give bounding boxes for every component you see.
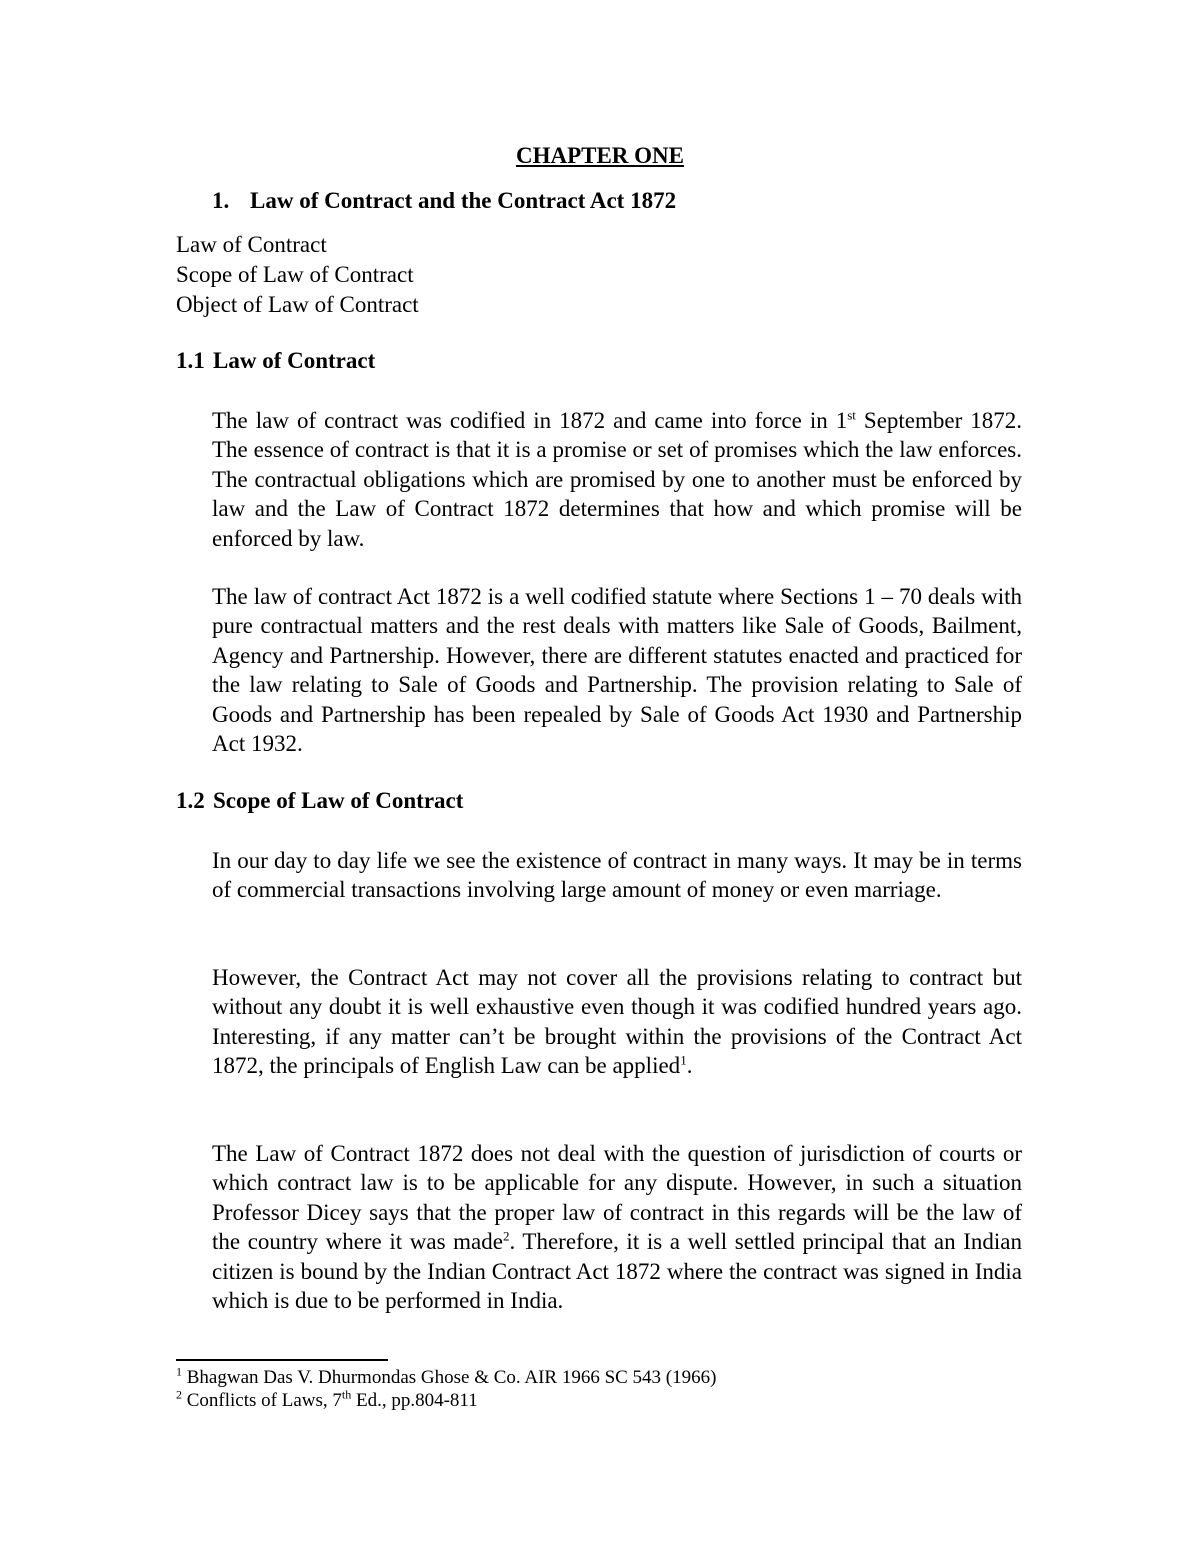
paragraph-text: However, the Contract Act may not cover all the provisions relating to contract but without any doubt it is well exhaustive even though it was codified hundred years ago. Interesting, if any matter can’t be brought within the provisions of the Contract Act 1872, the principals of English Law can be applied [212, 965, 1022, 1079]
footnote [176, 1387, 478, 1412]
section-heading-1 [212, 188, 676, 214]
section-title: Law of Contract and the Contract Act 1872 [250, 188, 677, 213]
footnote-marker: 2 [176, 1387, 182, 1402]
footnote-marker: 1 [176, 1364, 182, 1379]
paragraph-text: The Law of Contract 1872 does not deal with the question of jurisdiction of courts or which contract law is to be applicable for any dispute. However, in such a situation Professor Dicey says that the proper law of contract in this regards will be the law of the country where it was made [212, 1141, 1022, 1255]
footnote [176, 1364, 717, 1389]
paragraph-text: . [686, 1053, 693, 1079]
footnote-reference: 1 [680, 1052, 687, 1068]
section-heading-1-2 [176, 788, 463, 814]
paragraph: The law of contract Act 1872 is a well codified statute where Sections 1 – 70 deals with pure contractual matters and the rest deals with matters like Sale of Goods, Bailment, Agency and Partnership. However, there are different statutes enacted and practiced for the law relating to Sale of Goods and Partnership. The provision relating to Sale of Goods and Partnership has been repealed by Sale of Goods Act 1930 and Partnership Act 1932. [212, 584, 1022, 757]
section-title: Scope of Law of Contract [213, 788, 464, 813]
superscript: st [847, 407, 856, 423]
paragraph-text: The law of contract was codified in 1872 and came into force in 1 [212, 408, 848, 433]
chapter-title: CHAPTER ONE [515, 143, 685, 168]
topic-list [176, 230, 419, 320]
section-number: 1. [212, 188, 230, 213]
footnote-text: Conflicts of Laws, 7 [182, 1390, 342, 1411]
superscript: th [341, 1387, 352, 1402]
topic-item: Scope of Law of Contract [176, 262, 414, 287]
paragraph [212, 963, 1022, 1081]
footnote-reference: 2 [502, 1228, 510, 1244]
footnote-text: Ed., pp.804-811 [351, 1390, 478, 1411]
paragraph [212, 406, 1022, 553]
paragraph: In our day to day life we see the existence of contract in many ways. It may be in terms of commercial transactions involving large amount of money or even marriage. [212, 848, 1022, 903]
topic-item: Law of Contract [176, 232, 327, 257]
footnote-text: Bhagwan Das V. Dhurmondas Ghose & Co. AIR 1966 SC 543 (1966) [182, 1367, 717, 1388]
section-title: Law of Contract [213, 348, 376, 373]
section-number: 1.1 [176, 348, 205, 373]
paragraph-text: . Therefore, it is a well settled principal that an Indian citizen is bound by the Indian Contract Act 1872 where the contract was signed in India which is due to be performed in India. [212, 1229, 1022, 1314]
topic-item: Object of Law of Contract [176, 292, 419, 317]
section-heading-1-1 [176, 348, 375, 374]
footnote-divider [176, 1359, 388, 1361]
paragraph-text: September 1872. The essence of contract is that it is a promise or set of promises which the law enforces. The contractual obligations which are promised by one to another must be enforced by law and the Law of Contract 1872 determines that how and which promise will be enforced by law. [212, 408, 1022, 551]
paragraph [212, 1139, 1022, 1315]
section-number: 1.2 [176, 788, 205, 813]
